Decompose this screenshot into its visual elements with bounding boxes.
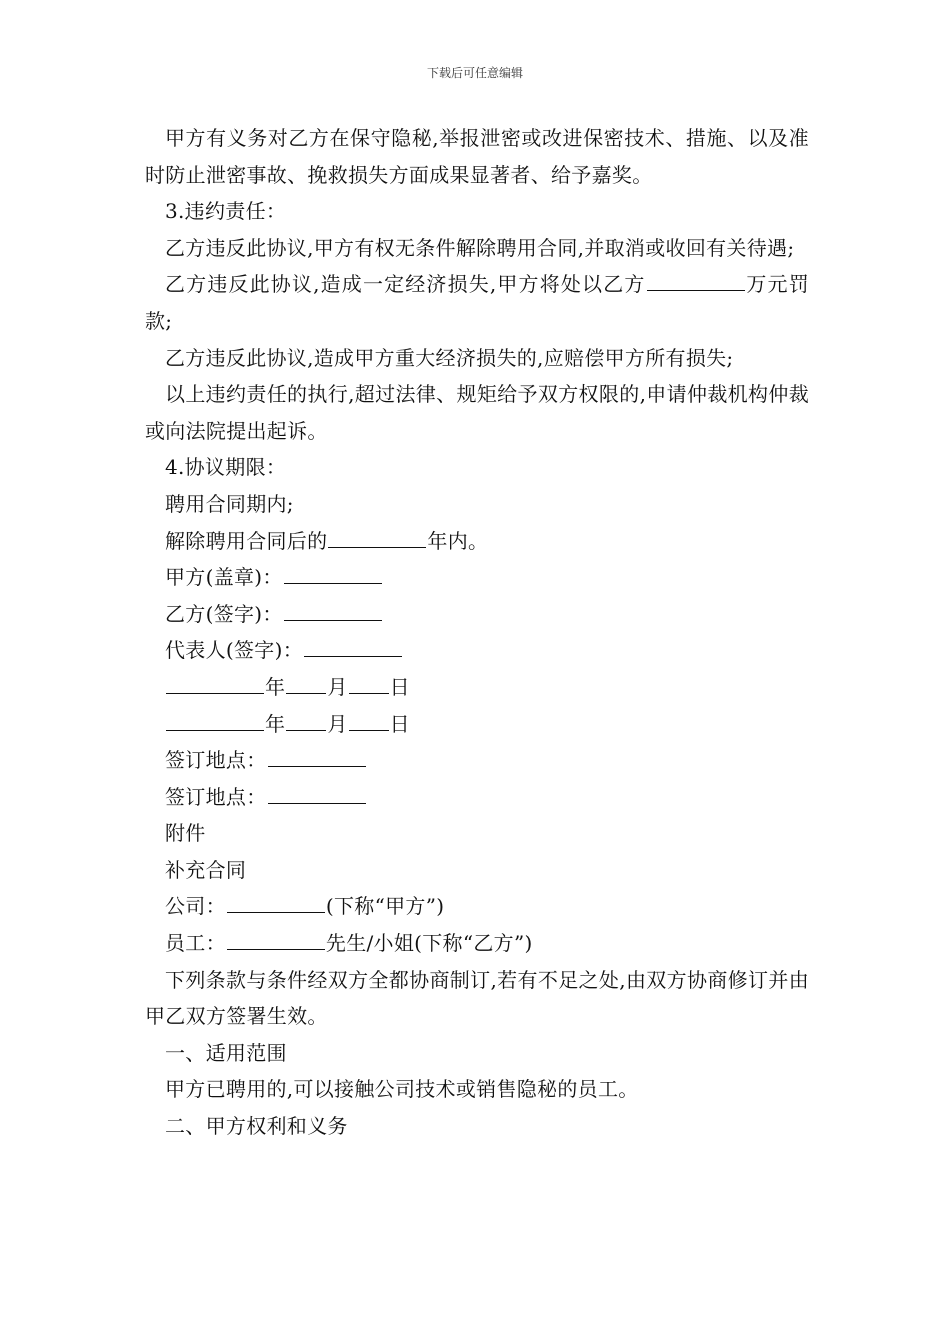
date-1-month-label: 月 <box>327 674 348 699</box>
paragraph-liability-4: 以上违约责任的执行,超过法律、规矩给予双方权限的,申请仲裁机构仲裁或向法院提出起诉。 <box>145 382 809 443</box>
signing-place-line-2 <box>145 779 809 816</box>
paragraph-liability-1: 乙方违反此协议,甲方有权无条件解除聘用合同,并取消或收回有关待遇; <box>165 235 795 260</box>
paragraph-reward: 甲方有义务对乙方在保守隐秘,举报泄密或改进保密技术、措施、以及准时防止泄密事故、挽救损失方面成果显著者、给予嘉奖。 <box>145 126 809 187</box>
representative-sign-line <box>145 632 809 669</box>
party-a-seal-line <box>145 559 809 596</box>
date-2-month-label: 月 <box>327 711 348 736</box>
signing-place-1-blank <box>268 748 366 767</box>
representative-sign-label: 代表人(签字)： <box>165 638 304 663</box>
document-body <box>145 120 809 1145</box>
date-2-month-blank <box>286 712 326 731</box>
signing-place-2-label: 签订地点： <box>165 784 267 809</box>
years-blank <box>328 529 426 548</box>
company-line <box>145 888 809 925</box>
paragraph-liability-3: 乙方违反此协议,造成甲方重大经济损失的,应赔偿甲方所有损失; <box>165 345 734 370</box>
fine-amount-blank <box>647 272 745 291</box>
date-2-year-blank <box>166 712 264 731</box>
date-2-day-blank <box>349 712 389 731</box>
signing-place-line-1 <box>145 742 809 779</box>
company-blank <box>227 894 325 913</box>
term-2-after: 年内。 <box>427 528 489 553</box>
date-2-year-label: 年 <box>265 711 286 736</box>
liability-2-before: 乙方违反此协议,造成一定经济损失,甲方将处以乙方 <box>165 272 646 297</box>
employee-blank <box>227 931 325 950</box>
page-header: 下载后可任意编辑 <box>426 66 523 80</box>
party-b-sign-line <box>145 596 809 633</box>
heading-liability: 3.违约责任： <box>165 199 287 224</box>
party-b-sign-label: 乙方(签字)： <box>165 601 283 626</box>
party-a-seal-blank <box>284 565 382 584</box>
company-suffix: (下称“甲方”) <box>325 894 445 919</box>
term-2-before: 解除聘用合同后的 <box>165 528 328 553</box>
party-a-seal-label: 甲方(盖章)： <box>165 565 283 590</box>
paragraph-term-1: 聘用合同期内; <box>165 491 294 516</box>
liability-2-after: 万元罚款; <box>145 272 809 333</box>
heading-term: 4.协议期限： <box>165 455 287 480</box>
party-b-sign-blank <box>284 602 382 621</box>
attachment-label: 附件 <box>165 821 206 846</box>
employee-label: 员工： <box>165 931 226 956</box>
date-1-year-label: 年 <box>265 674 286 699</box>
employee-suffix: 先生/小姐(下称“乙方”) <box>325 931 533 956</box>
paragraph-terms-agreement: 下列条款与条件经双方全都协商制订,若有不足之处,由双方协商修订并由甲乙双方签署生效。 <box>145 967 809 1029</box>
date-2-day-label: 日 <box>389 711 410 736</box>
employee-line <box>145 925 809 962</box>
paragraph-term-2 <box>145 523 809 560</box>
paragraph-scope: 甲方已聘用的,可以接触公司技术或销售隐秘的员工。 <box>165 1077 639 1102</box>
date-1-day-label: 日 <box>389 674 410 699</box>
date-1-year-blank <box>166 675 264 694</box>
date-1-month-blank <box>286 675 326 694</box>
paragraph-liability-2 <box>145 266 809 339</box>
date-1-day-blank <box>349 675 389 694</box>
supplementary-contract-title: 补充合同 <box>165 857 247 882</box>
heading-scope: 一、适用范围 <box>165 1040 287 1065</box>
date-line-2 <box>145 706 809 743</box>
company-label: 公司： <box>165 894 226 919</box>
signing-place-1-label: 签订地点： <box>165 748 267 773</box>
date-line-1 <box>145 669 809 706</box>
representative-sign-blank <box>304 638 402 657</box>
heading-party-a-rights: 二、甲方权利和义务 <box>165 1114 348 1139</box>
signing-place-2-blank <box>268 785 366 804</box>
